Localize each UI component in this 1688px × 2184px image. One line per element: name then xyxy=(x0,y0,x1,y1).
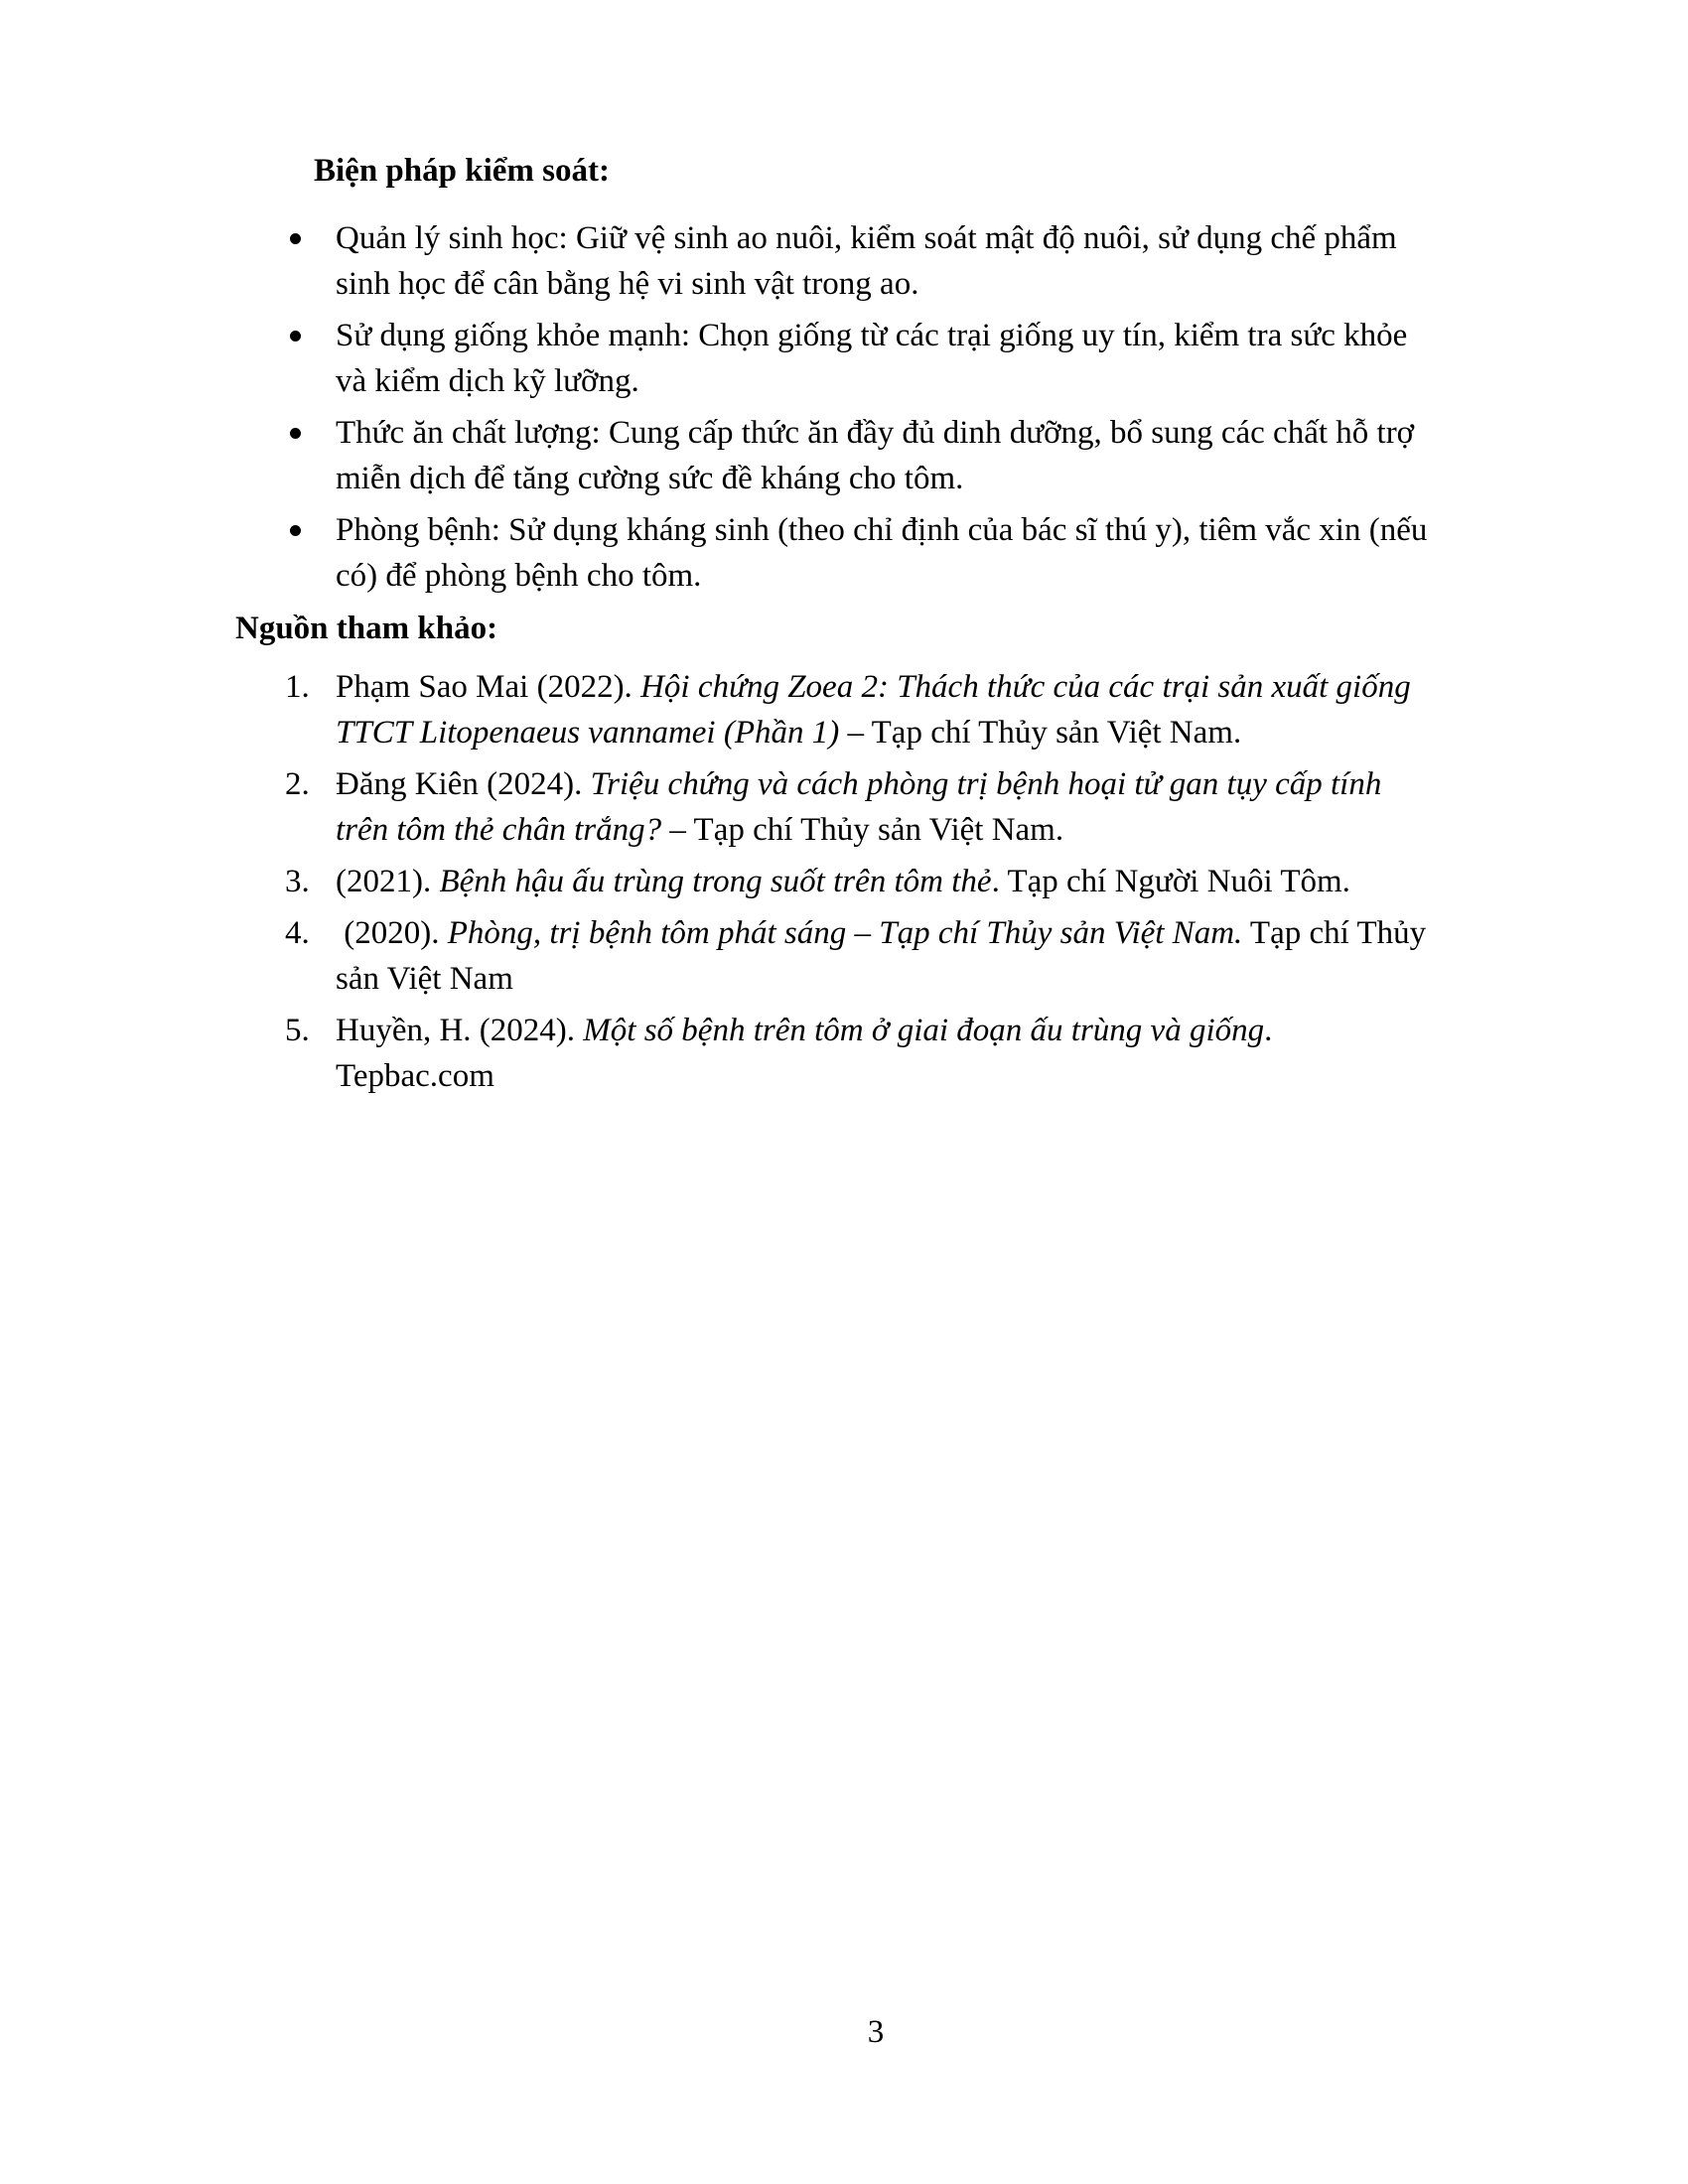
reference-text: . Tạp chí Người Nuôi Tôm. xyxy=(991,864,1350,899)
reference-text: Huyền, H. (2024). xyxy=(336,1013,584,1048)
reference-line xyxy=(336,807,1467,853)
reference-number: 3. xyxy=(285,864,310,899)
reference-line xyxy=(336,1053,1467,1099)
list-item xyxy=(235,410,1467,501)
bullet-icon xyxy=(290,428,301,439)
control-measures-list xyxy=(235,215,1467,599)
list-item xyxy=(235,507,1467,599)
bullet-icon xyxy=(290,331,301,341)
reference-item xyxy=(235,1008,1467,1099)
reference-line xyxy=(336,664,1467,710)
reference-item xyxy=(235,761,1467,853)
reference-text: sản Việt Nam xyxy=(336,961,513,997)
list-item xyxy=(235,313,1467,404)
reference-line xyxy=(336,1008,1467,1053)
reference-item xyxy=(235,859,1467,904)
bullet-text-line: sinh học để cân bằng hệ vi sinh vật trong ao. xyxy=(336,266,919,302)
reference-item xyxy=(235,910,1467,1002)
reference-text: Phạm Sao Mai (2022). xyxy=(336,669,641,705)
reference-line xyxy=(336,761,1467,807)
bullet-icon xyxy=(290,233,301,244)
reference-title: TTCT Litopenaeus vannamei (Phần 1) xyxy=(336,715,840,751)
references-list xyxy=(235,664,1467,1099)
list-item xyxy=(235,215,1467,307)
bullet-text-line: miễn dịch để tăng cường sức đề kháng cho tôm. xyxy=(336,461,964,496)
reference-number: 2. xyxy=(285,766,310,802)
reference-line xyxy=(336,956,1467,1002)
bullet-text-line: Phòng bệnh: Sử dụng kháng sinh (theo chỉ định của bác sĩ thú y), tiêm vắc xin (nếu xyxy=(336,512,1428,548)
reference-line xyxy=(336,859,1467,904)
reference-text: (2021). xyxy=(336,864,440,899)
controls-heading: Biện pháp kiểm soát: xyxy=(314,153,610,189)
document-body xyxy=(235,148,1467,1105)
page-number: 3 xyxy=(867,2014,885,2050)
bullet-icon xyxy=(290,525,301,536)
reference-text: Tạp chí Thủy xyxy=(1242,915,1427,951)
reference-number: 1. xyxy=(285,669,310,705)
bullet-text-line: có) để phòng bệnh cho tôm. xyxy=(336,558,702,594)
reference-text: – Tạp chí Thủy sản Việt Nam. xyxy=(839,715,1242,751)
reference-title: Phòng, trị bệnh tôm phát sáng – Tạp chí Thủy sản Việt Nam. xyxy=(447,915,1243,951)
reference-text: Đăng Kiên (2024). xyxy=(336,766,591,802)
reference-number: 4. xyxy=(285,915,310,951)
reference-title: Triệu chứng và cách phòng trị bệnh hoại tử gan tụy cấp tính xyxy=(590,766,1382,802)
references-heading: Nguồn tham khảo: xyxy=(235,611,498,646)
bullet-text-line: Thức ăn chất lượng: Cung cấp thức ăn đầy đủ dinh dưỡng, bổ sung các chất hỗ trợ xyxy=(336,415,1415,451)
reference-title: Một số bệnh trên tôm ở giai đoạn ấu trùng và giống xyxy=(583,1013,1265,1048)
reference-line xyxy=(336,910,1467,956)
bullet-text-line: Sử dụng giống khỏe mạnh: Chọn giống từ các trại giống uy tín, kiểm tra sức khỏe xyxy=(336,318,1408,353)
bullet-text-line: và kiểm dịch kỹ lưỡng. xyxy=(336,363,639,399)
reference-line xyxy=(336,710,1467,755)
reference-title: trên tôm thẻ chân trắng? xyxy=(336,812,662,848)
reference-text: Tepbac.com xyxy=(336,1058,494,1094)
reference-text: (2020). xyxy=(336,915,448,951)
reference-text: . xyxy=(1264,1013,1273,1048)
reference-text: – Tạp chí Thủy sản Việt Nam. xyxy=(661,812,1064,848)
reference-title: Bệnh hậu ấu trùng trong suốt trên tôm thẻ xyxy=(439,864,992,899)
reference-number: 5. xyxy=(285,1013,310,1048)
reference-item xyxy=(235,664,1467,755)
bullet-text-line: Quản lý sinh học: Giữ vệ sinh ao nuôi, kiểm soát mật độ nuôi, sử dụng chế phẩm xyxy=(336,220,1397,256)
reference-title: Hội chứng Zoea 2: Thách thức của các trại sản xuất giống xyxy=(640,669,1411,705)
